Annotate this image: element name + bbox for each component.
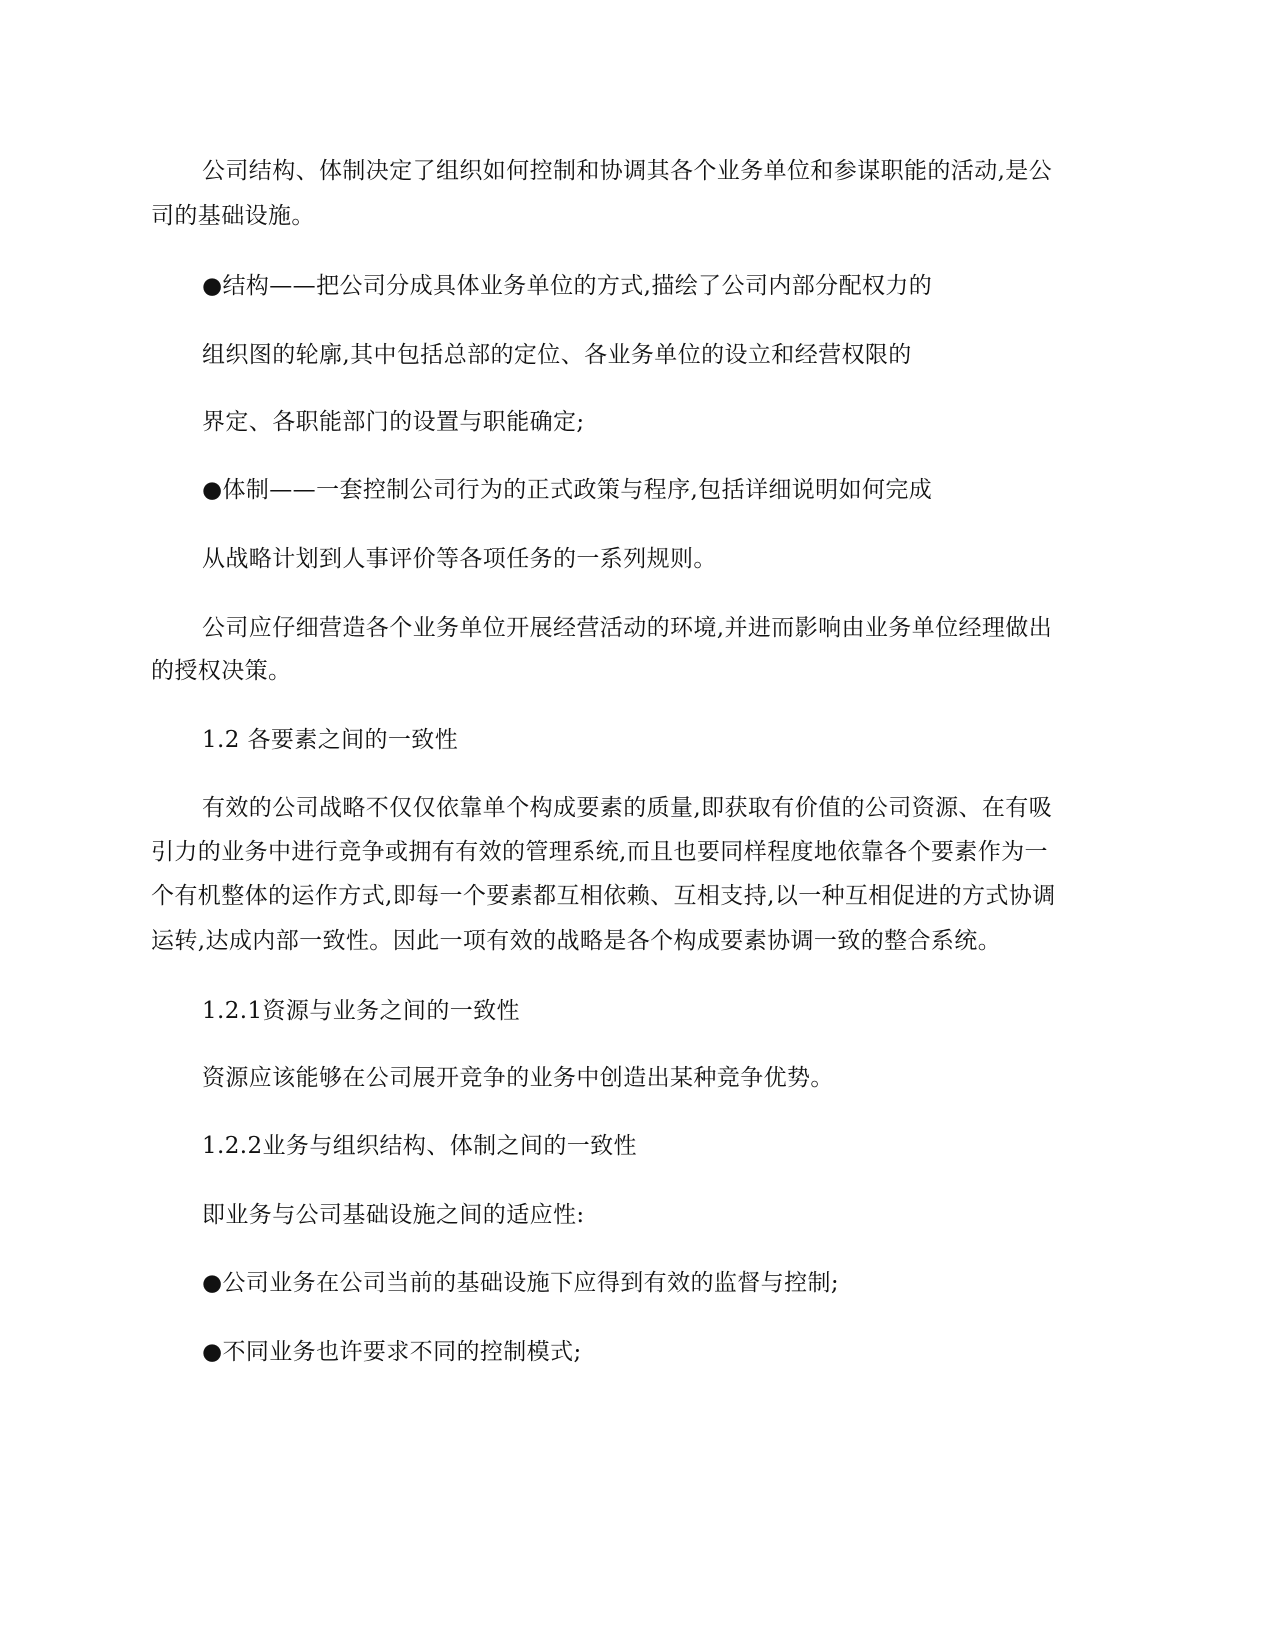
- paragraph-line: 即业务与公司基础设施之间的适应性:: [202, 1202, 585, 1228]
- paragraph-line: 司的基础设施。: [151, 203, 315, 229]
- paragraph-line: 从战略计划到人事评价等各项任务的一系列规则。: [202, 546, 717, 572]
- bullet-line: ●体制——一套控制公司行为的正式政策与程序,包括详细说明如何完成: [202, 477, 933, 503]
- paragraph-line: 界定、各职能部门的设置与职能确定;: [202, 409, 585, 435]
- bullet-line: ●结构——把公司分成具体业务单位的方式,描绘了公司内部分配权力的: [202, 273, 933, 299]
- section-heading: 1.2 各要素之间的一致性: [202, 727, 459, 753]
- bullet-line: ●不同业务也许要求不同的控制模式;: [202, 1339, 582, 1365]
- paragraph-line: 公司应仔细营造各个业务单位开展经营活动的环境,并进而影响由业务单位经理做出: [202, 615, 1053, 641]
- paragraph-line: 有效的公司战略不仅仅依靠单个构成要素的质量,即获取有价值的公司资源、在有吸: [202, 795, 1053, 821]
- paragraph-line: 组织图的轮廓,其中包括总部的定位、各业务单位的设立和经营权限的: [202, 342, 912, 368]
- paragraph-line: 运转,达成内部一致性。因此一项有效的战略是各个构成要素协调一致的整合系统。: [151, 928, 1002, 954]
- bullet-line: ●公司业务在公司当前的基础设施下应得到有效的监督与控制;: [202, 1270, 840, 1296]
- subsection-heading: 1.2.2业务与组织结构、体制之间的一致性: [202, 1133, 637, 1159]
- paragraph-line: 的授权决策。: [151, 658, 292, 684]
- paragraph-line: 个有机整体的运作方式,即每一个要素都互相依赖、互相支持,以一种互相促进的方式协调: [151, 883, 1056, 909]
- subsection-heading: 1.2.1资源与业务之间的一致性: [202, 998, 520, 1024]
- paragraph-line: 公司结构、体制决定了组织如何控制和协调其各个业务单位和参谋职能的活动,是公: [202, 158, 1053, 184]
- paragraph-line: 资源应该能够在公司展开竞争的业务中创造出某种竞争优势。: [202, 1065, 834, 1091]
- paragraph-line: 引力的业务中进行竞争或拥有有效的管理系统,而且也要同样程度地依靠各个要素作为一: [151, 839, 1048, 865]
